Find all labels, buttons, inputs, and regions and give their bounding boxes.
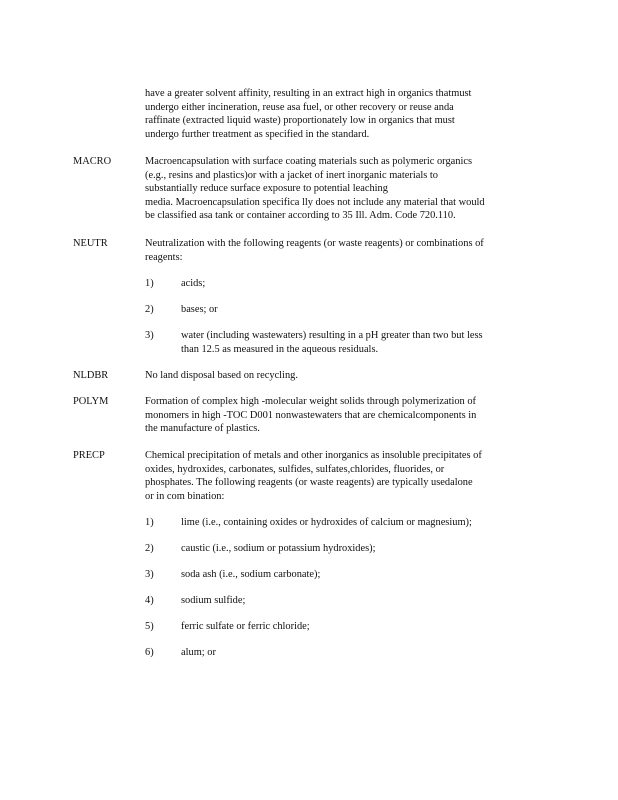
term-polym: POLYM — [73, 396, 109, 407]
definition-line: phosphates. The following reagents (or waste reagents) are typically usedalone — [145, 477, 473, 489]
list-item-line: ferric sulfate or ferric chloride; — [181, 621, 310, 632]
list-number: 2) — [145, 304, 154, 315]
list-item-line: than 12.5 as measured in the aqueous residuals. — [181, 343, 379, 355]
list-item-line: water (including wastewaters) resulting in a pH greater than two but less — [181, 330, 483, 341]
definition-line: substantially reduce surface exposure to potential leaching — [145, 183, 388, 195]
term-neutr: NEUTR — [73, 238, 108, 249]
list-number: 2) — [145, 543, 154, 554]
list-item-line: sodium sulfide; — [181, 595, 246, 606]
definition-line: Macroencapsulation with surface coating materials such as polymeric organics — [145, 156, 473, 167]
list-number: 6) — [145, 647, 154, 658]
definition-macro — [145, 155, 540, 223]
list-item — [181, 516, 536, 530]
intro-line: undergo either incineration, reuse asa fuel, or other recovery or reuse anda — [145, 101, 454, 113]
definition-line: monomers in high -TOC D001 nonwastewaters that are chemicalcomponents in — [145, 409, 477, 421]
definition-line: Neutralization with the following reagents (or waste reagents) or combinations of — [145, 238, 484, 249]
definition-line: be classified asa tank or container according to 35 Ill. Adm. Code 720.110. — [145, 210, 456, 222]
list-item — [181, 568, 536, 582]
definition-line: No land disposal based on recycling. — [145, 370, 298, 381]
definition-line: reagents: — [145, 251, 183, 263]
list-item-line: soda ash (i.e., sodium carbonate); — [181, 569, 321, 580]
definition-nldbr — [145, 369, 540, 383]
term-precp: PRECP — [73, 450, 105, 461]
list-item — [181, 594, 536, 608]
definition-line: or in com bination: — [145, 490, 225, 502]
list-item — [181, 542, 536, 556]
list-number: 1) — [145, 278, 154, 289]
intro-line: have a greater solvent affinity, resulting in an extract high in organics thatmust — [145, 88, 472, 99]
list-item-line: acids; — [181, 278, 206, 289]
list-number: 5) — [145, 621, 154, 632]
list-item-line: alum; or — [181, 647, 216, 658]
definition-neutr — [145, 237, 540, 264]
intro-line: raffinate (extracted liquid waste) proportionately low in organics that must — [145, 115, 455, 127]
definition-polym — [145, 395, 540, 436]
definition-line: oxides, hydroxides, carbonates, sulfides, sulfates,chlorides, fluorides, or — [145, 463, 445, 475]
list-number: 3) — [145, 330, 154, 341]
list-item-line: bases; or — [181, 304, 218, 315]
list-number: 1) — [145, 517, 154, 528]
list-item — [181, 329, 536, 356]
term-macro: MACRO — [73, 156, 112, 167]
definition-line: Formation of complex high -molecular weight solids through polymerization of — [145, 396, 476, 407]
definition-line: media. Macroencapsulation specifica lly does not include any material that would — [145, 196, 485, 208]
definition-line: the manufacture of plastics. — [145, 423, 260, 435]
list-item-line: lime (i.e., containing oxides or hydroxides of calcium or magnesium); — [181, 517, 472, 528]
definition-precp — [145, 449, 540, 503]
list-item — [181, 620, 536, 634]
term-nldbr: NLDBR — [73, 370, 109, 381]
definition-line: (e.g., resins and plastics)or with a jacket of inert inorganic materials to — [145, 169, 438, 181]
list-item-line: caustic (i.e., sodium or potassium hydroxides); — [181, 543, 376, 554]
list-number: 4) — [145, 595, 154, 606]
definition-line: Chemical precipitation of metals and other inorganics as insoluble precipitates of — [145, 450, 482, 461]
list-item — [181, 646, 536, 660]
list-item — [181, 303, 536, 317]
intro-paragraph — [145, 87, 540, 141]
list-item — [181, 277, 536, 291]
intro-line: undergo further treatment as specified in the standard. — [145, 128, 370, 140]
list-number: 3) — [145, 569, 154, 580]
